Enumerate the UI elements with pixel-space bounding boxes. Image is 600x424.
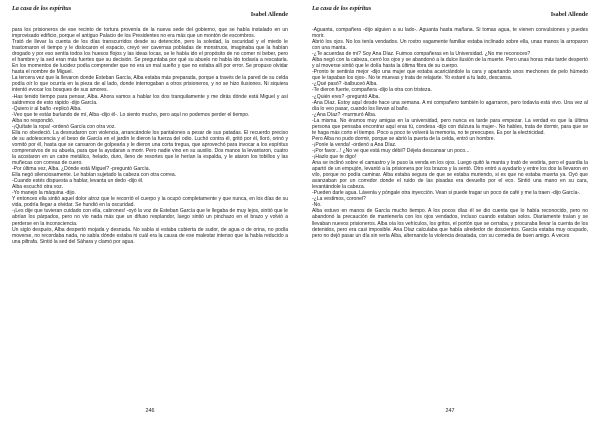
paragraph: Alba estuvo en manos de García mucho tiempo. A los pocos días él se dio cuenta que lo había reconocido, pero no abandonó la precaución de mantenerla con los ojos vendados, incluso cuando estaban solos. Diariamente traían y se llevaban nuevos prisioneros. Alba oía los vehículos, los gritos, el portón que se cerraba, y procuraba llevar la cuenta de los detenidos, pero era casi imposible. Ana Díaz calculaba que había alrededor de doscientos. García estaba muy ocupado, pero no dejó pasar un día sin verla Alba, alternando la violencia desatada, con su comedia de buen amigo. A veces (312, 208, 588, 239)
paragraph: -¿Quién eres? -preguntó Alba. (312, 93, 380, 100)
paragraph: Alba escuchó otra voz. (12, 184, 64, 191)
paragraph: -¡Hazlo que te digo! (312, 153, 357, 160)
paragraph: Un siglo después, Alba despertó mojada y desnuda. No sabía si estaba cubierta de sudor, de agua o de orina, no podía moverse, no recordaba nada, no sabía dónde estaba ni cuál era la causa de ese malestar intenso que la había reducido a una piltrafa. Sintió la sed del Sáhara y clamó por agua. (12, 226, 288, 245)
paragraph: Y entonces ella sintió aquel dolor atroz que le recorrió el cuerpo y la ocupó completamente y que nunca, en los días de su vida, podría llegar a olvidar. Se hundió en la oscuridad. (12, 196, 288, 209)
paragraph: -Pueden darle agua. Lávenla y póngale otra inyección. Vean si puede tragar un poco de café y me la traen -dijo García-. (312, 190, 581, 197)
paragraph: -Por última vez, Alba. ¿Dónde está Miguel? -preguntó García. (12, 166, 151, 173)
paragraph: -¿Te acuerdas de mí? Soy Ana Díaz. Fuimos compañeras en la Universidad. ¿No me reconoces? (312, 51, 531, 58)
paragraph: -La misma. No éramos muy amigas en la universidad, pero nunca es tarde para empezar. La verdad es que la última persona que pensaba encontrar aquí eras tú, condesa -dijo con dulzura la mujer-. No hables, trata de dormir, para que se te haga más corto el tiempo. Poco a poco te volverá la memoria, no te preocupes. Es por la electricidad. (312, 117, 588, 136)
paragraph: Trató de llevar la cuenta de los días transcurridos desde su detención, pero la soledad, la oscuridad y el miedo le trastornaron el tiempo y le dislocaron el espacio, creyó ver cavernas pobladas de monstruos, imaginaba que la habían drogado y por eso sentía todos los huesos flojos y las ideas locas, se le había ido el propósito de no comer ni beber, pero el hambre y la sed eran más fuertes que su decisión. Se preguntaba por qué su abuelo no había ido todavía a rescatarla. En los momentos de lucidez podía comprender que no era un mal sueño y que no estaba allí por error. Se propuso olvidar hasta el nombre de Miguel. (12, 39, 288, 76)
paragraph: -Has tenido tiempo para pensar, Alba. Ahora vamos a hablar los dos tranquilamente y me dirás dónde está Miguel y así saldremos de esto rápido -dijo García. (12, 93, 288, 106)
page-number: 247 (445, 408, 455, 414)
paragraph: Ella negó silenciosamente. Le habían sujetado la cabeza con otra correa. (12, 172, 177, 179)
paragraph: Ana se inclinó sobre el camastro y le puso la venda en los ojos. Luego quitó la manta y trató de vestirla, pero el guardia la apartó de un empujón, levantó a la prisionera por los brazos y la sentó. Otro entró a ayudarlo y entre los dos la llevaron en vilo, porque no podía caminar. Alba estaba segura de que se estaba muriendo, si es que no estaba muerta ya. Oyó que avanzaban por un corredor donde el ruido de las pisadas era devuelto por el eco. Sintió una mano en su cara, levantándole la cabeza. (312, 160, 588, 191)
running-head (12, 5, 288, 27)
paragraph: -Cuando estés dispuesta a hablar, levanta un dedo -dijo él. (12, 178, 144, 185)
paragraph: Pero Alba no pudo dormir, porque se abrió la puerta de la celda, entró un hombre. (312, 135, 495, 142)
paragraph: -¡Les dije que tuvieran cuidado con ella, cabrones! -oyó la voz de Esteban García que le llegaba de muy lejos, sintió que le abrían los párpados, pero no vio nada más que un difuso resplandor, luego sintió un pinchazo en el brazo y volvió a perderse en la inconsciencia. (12, 208, 288, 227)
paragraph: -¡Por favor...! ¿No ve que está muy débil? Déjela descansar un poco... (312, 147, 470, 154)
author-name: Isabel Allende (550, 11, 588, 18)
author-name: Isabel Allende (250, 11, 288, 18)
paragraph: -Aguanta, compañera -dijo alguien a su lado-. Aguanta hasta mañana. Si tomas agua, te vienen convulsiones y puedes morir. (312, 27, 588, 40)
book-title: La casa de los espíritus (312, 5, 372, 12)
paragraph: -Veo que te estás burlando de mí, Alba -dijo él-. Lo siento mucho, pero aquí no podemos perder el tiempo. (12, 111, 250, 118)
paragraph: -¡Ponle la venda! -ordenó a Ana Díaz. (312, 141, 397, 148)
paragraph: Abrió los ojos. No los tenía vendados. Un rostro vagamente familiar estaba inclinado sobre ella, unas manos la arroparon con una manta. (312, 39, 588, 52)
page-body (12, 27, 288, 245)
paragraph: -¡Quítate la ropa! -ordenó García con otra voz. (12, 123, 116, 130)
paragraph: Alba negó con la cabeza, cerró los ojos y se abandonó a la dulce ilusión de la muerte. Pero unas horas más tarde despertó y al moverse sintió que le dolía hasta la última fibra de su cuerpo. (312, 57, 588, 70)
paragraph: La tercera vez que la llevaron donde Esteban García, Alba estaba más preparada, porque a través de la pared de su celda podía oír lo que ocurría en la pieza de al lado, donde interrogaban a otros prisioneros, y no se hizo ilusiones. Ni siquiera intentó evocar los bosques de sus amores. (12, 75, 288, 94)
right-page (300, 0, 600, 424)
page-number: 246 (145, 408, 155, 414)
page-body (312, 27, 588, 239)
paragraph: -Quiero ir al baño -replicó Alba. (12, 105, 82, 112)
running-head (312, 5, 588, 27)
paragraph: -¿La vestimos, coronel? (312, 196, 366, 203)
paragraph: Ella no obedeció. La desnudaron con violencia, arrancándole los pantalones a pesar de sus patadas. El recuerdo preciso de su adolescencia y el beso de García en el jardín le dieron la fuerza del odio. Luchó contra él, gritó por él, lloró, orinó y vomitó por él, hasta que se cansaron de golpearla y le dieron una corta tregua, que aprovechó para invocar a los espíritus comprensivos de su abuela, para que la ayudaran a morir. Pero nadie vino en su auxilio. Dos manos la levantaron, cuatro la acostaron en un catre metálico, helado, duro, lleno de resortes que le herían la espalda, y le ataron los tobillos y las muñecas con correas de cuero. (12, 129, 288, 167)
paragraph: -¿Ana Díaz? -murmuró Alba. (312, 111, 377, 118)
paragraph: Alba no respondió. (12, 117, 55, 124)
paragraph: -Pronto te sentirás mejor -dijo una mujer que estaba acariciándole la cara y apartando unos mechones de pelo húmedo que le tapaban los ojos-. No te muevas y trata de relajarte. Yo estaré a tu lado, descansa. (312, 69, 588, 82)
paragraph: -No. (312, 202, 322, 209)
paragraph: -Ana Díaz. Estoy aquí desde hace una semana. A mi compañero también lo agarraron, pero todavía está vivo. Una vez al día lo veo pasar, cuando los llevan al baño. (312, 99, 588, 112)
paragraph: -Te dieron fuerte, compañera -dijo la otra con tristeza. (312, 87, 432, 94)
paragraph: -¿Qué pasó? -balbuceó Alba. (312, 81, 378, 88)
paragraph: -Yo manejo la máquina -dijo. (12, 190, 76, 197)
book-title: La casa de los espíritus (12, 5, 72, 12)
paragraph: para los prisioneros de ese recinto de tortura provenía de la nueva sede del gobierno, que se había instalado en un improvisado edificio, porque el antiguo Palacio de los Presidentes no era más que un montón de escombros. (12, 27, 288, 40)
